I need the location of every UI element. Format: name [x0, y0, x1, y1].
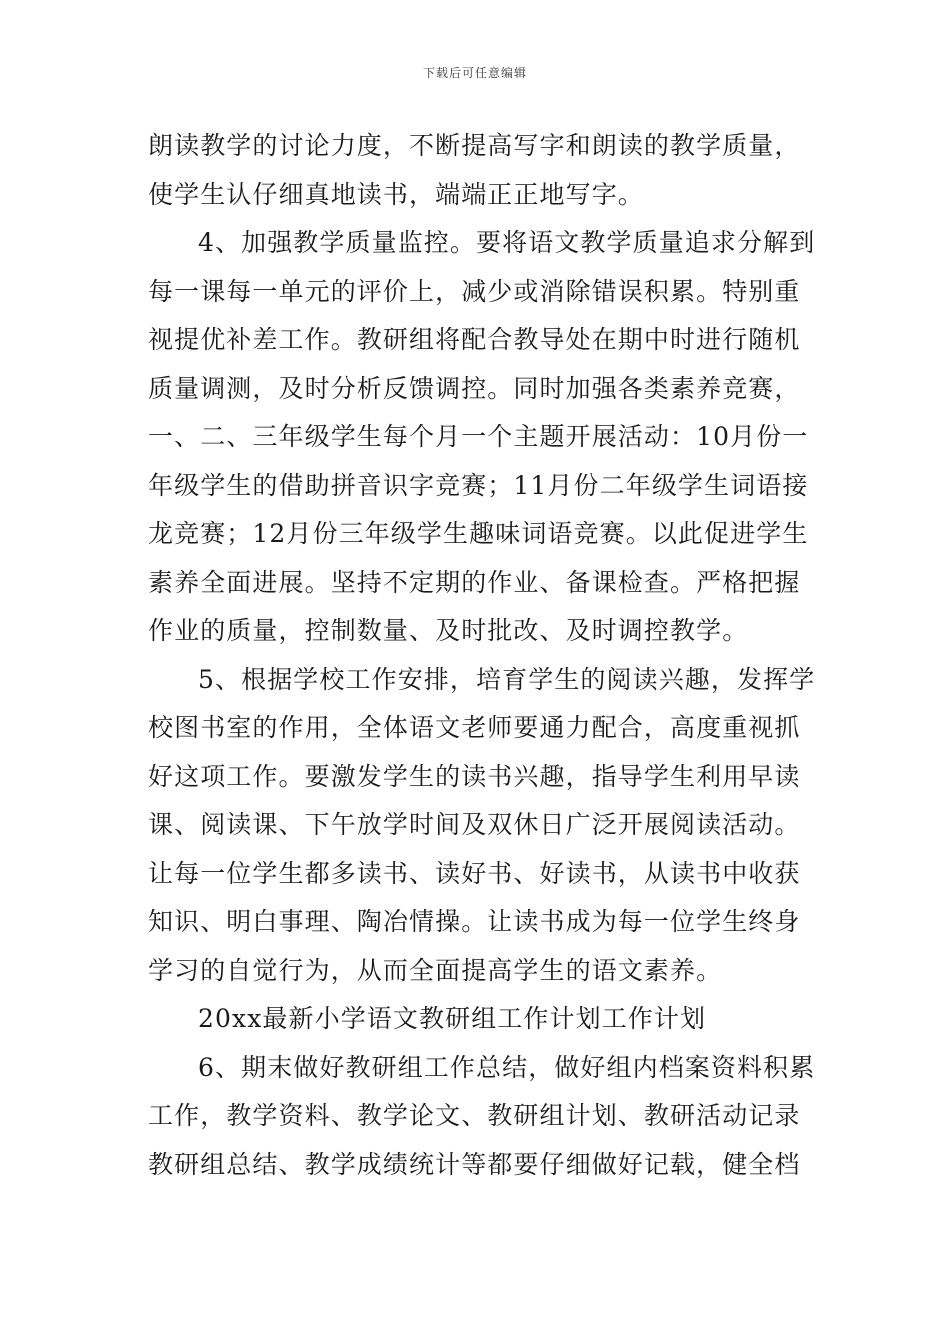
- text-line: 朗读教学的讨论力度，不断提高写字和朗读的教学质量，: [148, 131, 801, 160]
- paragraph-start-line: 5、根据学校工作安排，培育学生的阅读兴趣，发挥学: [198, 664, 816, 694]
- text-line: 课、阅读课、下午放学时间及双休日广泛开展阅读活动。: [148, 810, 801, 839]
- paragraph-start-line: 6、期末做好教研组工作总结，做好组内档案资料积累: [198, 1052, 816, 1082]
- text-line: 教研组总结、教学成绩统计等都要仔细做好记载，健全档: [148, 1149, 801, 1179]
- text-line: 校图书室的作用，全体语文老师要通力配合，高度重视抓: [148, 713, 801, 742]
- text-line: 好这项工作。要激发学生的读书兴趣，指导学生利用早读: [148, 761, 801, 791]
- text-line: 龙竞赛；12月份三年级学生趣味词语竞赛。以此促进学生: [148, 519, 809, 548]
- text-line: 一、二、三年级学生每个月一个主题开展活动：10月份一: [148, 422, 809, 451]
- body-text: [148, 122, 816, 1189]
- text-line: 学习的自觉行为，从而全面提高学生的语文素养。: [148, 955, 723, 985]
- text-line: 让每一位学生都多读书、读好书、好读书，从读书中收获: [148, 858, 801, 888]
- paragraph-start-line: 4、加强教学质量监控。要将语文教学质量追求分解到: [198, 228, 816, 257]
- text-line: 每一课每一单元的评价上，减少或消除错误积累。特别重: [148, 276, 801, 306]
- section-heading-line: 20xx最新小学语文教研组工作计划工作计划: [198, 1004, 707, 1033]
- text-line: 工作，教学资料、教学论文、教研组计划、教研活动记录: [148, 1101, 801, 1130]
- text-line: 使学生认仔细真地读书，端端正正地写字。: [148, 179, 644, 209]
- text-line: 年级学生的借助拼音识字竞赛；11月份二年级学生词语接: [148, 470, 809, 500]
- header-note: 下载后可任意编辑: [422, 66, 527, 80]
- text-line: 视提优补差工作。教研组将配合教导处在期中时进行随机: [148, 325, 801, 354]
- text-line: 质量调测，及时分析反馈调控。同时加强各类素养竞赛，: [148, 373, 801, 403]
- text-line: 知识、明白事理、陶冶情操。让读书成为每一位学生终身: [148, 907, 801, 936]
- text-line: 素养全面进展。坚持不定期的作业、备课检查。严格把握: [148, 567, 801, 597]
- text-line: 作业的质量，控制数量、及时批改、及时调控教学。: [148, 616, 749, 645]
